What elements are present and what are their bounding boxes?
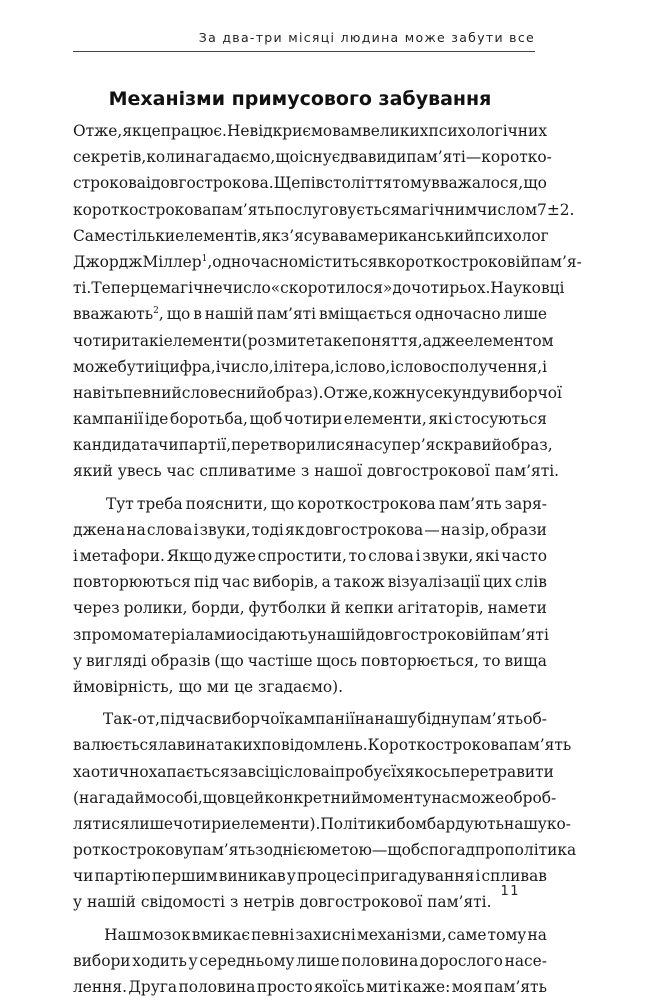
header-divider bbox=[73, 51, 535, 52]
text-line: Джордж Міллер$^1$, одночасно міститься в короткостроковій пам’я- bbox=[73, 252, 582, 271]
paragraph bbox=[73, 922, 547, 1000]
text-line: кандидата чи партії, перетворилися на супер’яскравий образ, bbox=[73, 436, 553, 455]
text-line: з промоматеріалами осідають у нашій довгостроковій пам’яті bbox=[73, 625, 549, 644]
text-line: ті. Тепер це магічне число «скоротилося» до чотирьох. Науковці bbox=[73, 279, 565, 298]
text-line: у нашій свідомості з нетрів довгострокової пам’яті. bbox=[73, 893, 492, 912]
text-line: валюється лавина таких повідомлень. Короткострокова пам’ять bbox=[73, 736, 572, 755]
text-line: ймовірність, що ми це згадаємо). bbox=[73, 677, 344, 696]
text-line: джена на слова і звуки, тоді як довгострокова — на зір, образи bbox=[73, 520, 547, 539]
text-line: чотири такі елементи (розмите таке поняття, адже елементом bbox=[73, 331, 554, 350]
text-line: вибори ходить у середньому лише половина дорослого насе- bbox=[73, 951, 547, 970]
text-line: роткострокову пам’ять з однією метою — щоб спогад про політика bbox=[73, 841, 577, 860]
text-line: секретів, коли нагадаємо, що існує два види пам’яті — коротко- bbox=[73, 148, 552, 167]
text-line: короткострокова пам’ять послуговується магічним числом 7±2. bbox=[73, 200, 575, 219]
text-line: через ролики, борди, футболки й кепки агітаторів, намети bbox=[73, 599, 547, 618]
text-line: хаотично хапається за всі ці слова і пробує їх якось перетравити bbox=[73, 762, 554, 781]
text-line: Тут треба пояснити, що короткострокова пам’ять заря- bbox=[105, 494, 547, 513]
text-line: Наш мозок вмикає певні захисні механізми, саме тому на bbox=[104, 925, 547, 944]
text-line: Отже, як це працює. Не відкриємо вам великих психологічних bbox=[73, 122, 547, 140]
text-line: (нагадаймо собі, що в цей конкретний момент у нас може оброб- bbox=[73, 788, 557, 807]
text-line: Саме стільки елементів, як з’ясував американський психолог bbox=[73, 226, 549, 245]
text-line: повторюються під час виборів, а також візуалізації цих слів bbox=[73, 573, 547, 592]
text-line: який увесь час спливатиме з нашої довгострокової пам’яті. bbox=[73, 462, 560, 481]
section-heading: Механізми примусового забування bbox=[108, 88, 492, 110]
running-head: За два-три місяці людина може забути все bbox=[198, 30, 535, 45]
text-line: чи партію першим виникав у процесі пригадування і спливав bbox=[73, 867, 547, 886]
text-line: Так-от, під час виборчої кампанії на нашу бідну пам’ять об- bbox=[103, 710, 547, 729]
body-text bbox=[73, 118, 582, 1000]
paragraph bbox=[73, 491, 547, 701]
text-line: і метафори. Якщо дуже спростити, то слова і звуки, які часто bbox=[73, 547, 547, 565]
text-line: лення. Друга половина просто якоїсь миті каже: моя пам’ять bbox=[73, 978, 547, 996]
text-line: вважають$^2$, що в нашій пам’яті вміщається одночасно лише bbox=[73, 305, 547, 324]
text-line: у вигляді образів (що частіше щось повторюється, то вища bbox=[73, 651, 547, 670]
text-line: строкова і довгострокова. Ще пів століття тому вважалося, що bbox=[73, 174, 547, 193]
paragraph bbox=[73, 706, 577, 916]
text-line: лятися лише чотири елементи). Політики бомбардують нашу ко- bbox=[73, 814, 571, 833]
page-number: 11 bbox=[500, 884, 520, 899]
text-line: може бути і цифра, і число, і літера, і слово, і словосполучення, і bbox=[73, 357, 548, 376]
paragraph bbox=[73, 118, 582, 485]
text-line: кампанії іде боротьба, щоб чотири елементи, які стосуються bbox=[73, 410, 547, 429]
text-line: навіть певний словесний образ). Отже, кожну секунду виборчої bbox=[73, 383, 562, 402]
